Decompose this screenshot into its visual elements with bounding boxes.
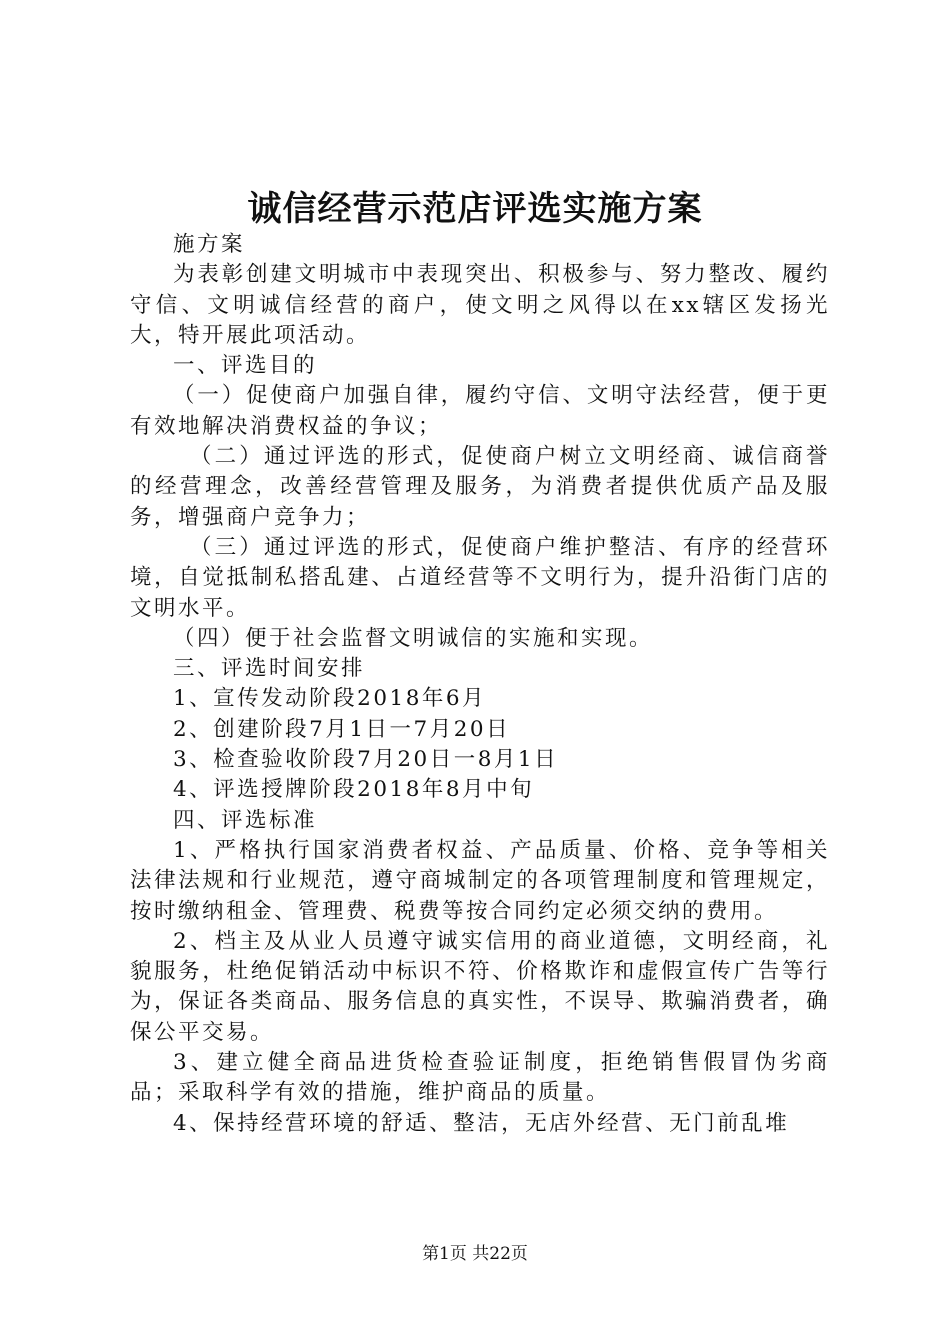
document-body <box>130 230 830 1139</box>
section-heading: 四、评选标准 <box>173 807 318 833</box>
paragraph: 为表彰创建文明城市中表现突出、积极参与、努力整改、履约守信、文明诚信经营的商户，使文明之风得以在xx辖区发扬光大，特开展此项活动。 <box>130 262 830 348</box>
paragraph: （四）便于社会监督文明诚信的实施和实现。 <box>173 625 654 651</box>
paragraph: （一）促使商户加强自律，履约守信、文明守法经营，便于更有效地解决消费权益的争议； <box>130 383 830 439</box>
paragraph: 施方案 <box>173 232 246 257</box>
list-item: 1、宣传发动阶段2018年6月 <box>173 686 487 712</box>
paragraph: 2、档主及从业人员遵守诚实信用的商业道德，文明经商，礼貌服务，杜绝促销活动中标识不符、价格欺诈和虚假宣传广告等行为，保证各类商品、服务信息的真实性，不误导、欺骗消费者，确保公平交易。 <box>130 928 830 1045</box>
document-title: 诚信经营示范店评选实施方案 <box>247 189 703 229</box>
paragraph: （三）通过评选的形式，促使商户维护整洁、有序的经营环境，自觉抵制私搭乱建、占道经营等不文明行为，提升沿街门店的文明水平。 <box>130 534 830 621</box>
list-item: 2、创建阶段7月1日一7月20日 <box>173 716 511 742</box>
paragraph: 1、严格执行国家消费者权益、产品质量、价格、竞争等相关法律法规和行业规范，遵守商城制定的各项管理制度和管理规定，按时缴纳租金、管理费、税费等按合同约定必须交纳的费用。 <box>130 837 830 924</box>
section-heading: 三、评选时间安排 <box>173 656 366 682</box>
page-footer: 第1页 共22页 <box>422 1244 528 1264</box>
section-heading: 一、评选目的 <box>173 353 318 379</box>
paragraph: （二）通过评选的形式，促使商户树立文明经商、诚信商誉的经营理念，改善经营管理及服务，为消费者提供优质产品及服务，增强商户竞争力； <box>130 444 830 530</box>
paragraph: 3、建立健全商品进货检查验证制度，拒绝销售假冒伪劣商品；采取科学有效的措施，维护商品的质量。 <box>130 1050 830 1106</box>
list-item: 4、评选授牌阶段2018年8月中旬 <box>173 777 535 803</box>
list-item: 3、检查验收阶段7月20日一8月1日 <box>173 747 559 773</box>
paragraph: 4、保持经营环境的舒适、整洁，无店外经营、无门前乱堆 <box>173 1110 790 1136</box>
